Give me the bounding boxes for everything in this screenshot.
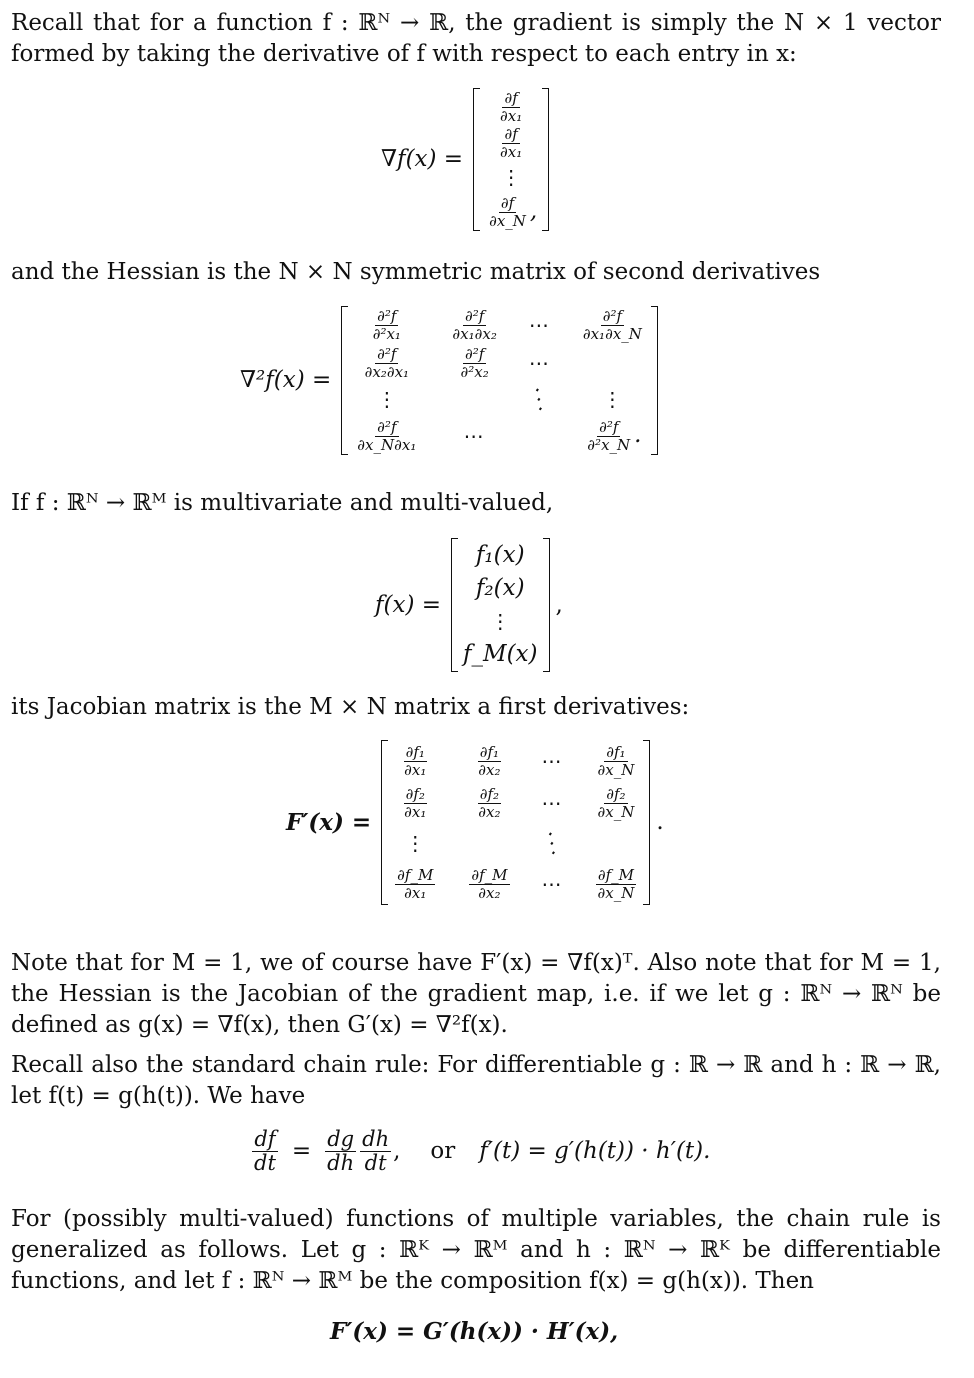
hessian-entry <box>583 419 641 453</box>
partial-derivative: $\frac{\text{∂f₂}}{\text{∂x₁}}$ <box>404 785 427 821</box>
partial-derivative: $\frac{\partial f}{\text{∂x₁}}$ <box>500 89 523 125</box>
hessian-entry <box>353 419 420 453</box>
multivalued-entry: f₂(x) <box>475 575 525 601</box>
partial-derivative: $\frac{\text{∂²f}}{\text{∂²x₁}}$ <box>372 307 401 343</box>
fraction-dg-dh: $\frac{dg}{dh}$ <box>327 1127 355 1176</box>
cell-suffix: , <box>529 198 538 224</box>
partial-derivative: $\frac{\text{∂f₂}}{\text{∂x₂}}$ <box>478 785 501 821</box>
gradient-equation <box>381 88 549 231</box>
hessian-entry <box>579 308 646 342</box>
ellipsis: ⋮ <box>405 831 426 855</box>
hessian-entry <box>369 308 405 342</box>
hessian-entry <box>377 384 397 415</box>
partial-derivative: $\frac{\text{∂²f}}{\text{∂x₁∂x₂}}$ <box>452 307 497 343</box>
ellipsis: ⋯ <box>541 871 564 896</box>
partial-derivative: $\frac{\text{∂²f}}{\text{∂x\_N∂x₁}}$ <box>357 418 417 454</box>
partial-derivative: $\frac{\text{∂²f}}{\text{∂²x\_N}}$ <box>587 418 631 454</box>
ellipsis: ⋮ <box>376 387 397 411</box>
paragraph-gradient-intro: Recall that for a function f : ℝᴺ → ℝ, the gradient is simply the N × 1 vector formed by taking the derivative of f with respect to each entry in x: <box>11 10 941 67</box>
multivalued-entry: f₁(x) <box>475 542 525 568</box>
hessian-entry <box>529 310 551 341</box>
gradient-entry <box>496 90 526 124</box>
general-chain-rule-equation <box>330 1316 618 1347</box>
jacobian-entry <box>542 746 564 777</box>
jacobian-matrix <box>381 740 650 905</box>
multivalued-lhs: f(x) = <box>375 591 442 618</box>
hessian-entry <box>524 383 556 415</box>
jacobian-entry <box>393 867 437 901</box>
ellipsis: ⋯ <box>528 312 551 337</box>
multivalued-entry: ⋮ <box>490 609 511 633</box>
fraction-df-dt: $\frac{df}{dt}$ <box>254 1127 276 1176</box>
hessian-lhs: ∇²f(x) = <box>240 367 332 393</box>
partial-derivative: $\frac{\text{∂²f}}{\text{∂x₁∂x\_N}}$ <box>582 307 642 343</box>
ellipsis: ⋮ <box>602 387 623 411</box>
multivalued-tail: , <box>555 591 563 618</box>
jacobian-tail: . <box>656 809 664 835</box>
multivalued-equation <box>375 538 563 672</box>
paragraph-hessian-intro: and the Hessian is the N × N symmetric matrix of second derivatives <box>11 259 821 285</box>
hessian-entry <box>529 348 551 379</box>
paragraph-jacobian-intro: its Jacobian matrix is the M × N matrix a first derivatives: <box>11 694 690 720</box>
hessian-matrix <box>341 306 658 455</box>
jacobian-entry <box>537 827 569 859</box>
gradient-vector <box>473 88 549 231</box>
ellipsis: ⋱ <box>524 383 556 415</box>
multivalued-entry: f_M(x) <box>463 641 538 667</box>
ellipsis: ⋯ <box>528 350 551 375</box>
gradient-entry <box>501 162 521 193</box>
partial-derivative: $\frac{\text{∂²f}}{\text{∂x₂∂x₁}}$ <box>364 345 410 381</box>
partial-derivative: $\frac{\text{∂²f}}{\text{∂²x₂}}$ <box>460 345 489 381</box>
paragraph-chain-rule-intro: Recall also the standard chain rule: For differentiable g : ℝ → ℝ and h : ℝ → ℝ, let f(t) = g(h(t)). We have <box>11 1052 941 1109</box>
hessian-entry <box>456 346 492 380</box>
fraction-dh-dt: $\frac{dh}{dt}$ <box>362 1127 390 1176</box>
partial-derivative: $\frac{\partial f\_M}{\partial x\_N}$ <box>597 866 635 902</box>
ellipsis: ⋯ <box>541 748 564 773</box>
ellipsis: ⋯ <box>463 423 486 448</box>
hessian-equation <box>240 306 658 455</box>
chain-rule-equation <box>250 1128 710 1175</box>
paragraph-general-chain-rule: For (possibly multi-valued) functions of multiple variables, the chain rule is generalized as follows. Let g : ℝᴷ → ℝᴹ and h : ℝᴺ → ℝᴷ be differentiable functions, and let f : ℝᴺ → ℝᴹ be the composition f(x) = g(h(x)). Then <box>11 1206 941 1294</box>
hessian-entry <box>448 308 500 342</box>
jacobian-entry <box>400 744 430 778</box>
multivalued-vector <box>451 538 549 672</box>
chain-alt-form: f′(t) = g′(h(t)) · h′(t). <box>479 1138 711 1165</box>
jacobian-lhs: F′(x) = <box>286 809 372 836</box>
hessian-entry <box>361 346 413 380</box>
partial-derivative: $\frac{\partial f\_M}{\text{∂x₂}}$ <box>471 866 508 902</box>
partial-derivative: $\frac{\partial f}{\partial x\_N}$ <box>489 194 526 230</box>
gradient-entry <box>485 195 537 229</box>
ellipsis: ⋱ <box>537 827 569 859</box>
jacobian-entry <box>542 869 564 900</box>
paragraph-note: Note that for M = 1, we of course have F′(x) = ∇f(x)ᵀ. Also note that for M = 1, the Hessian is the Jacobian of the gradient map, i.e. if we let g : ℝᴺ → ℝᴺ be defined as g(x) = ∇f(x), then G′(x) = ∇²f(x). <box>11 950 941 1038</box>
general-chain-rule-formula: F′(x) = G′(h(x)) · H′(x), <box>330 1318 619 1345</box>
jacobian-entry <box>542 788 564 819</box>
paragraph-multivalued-intro: If f : ℝᴺ → ℝᴹ is multivariate and multi-valued, <box>11 490 554 516</box>
partial-derivative: $\frac{\text{∂f₁}}{\partial x\_N}$ <box>597 743 635 779</box>
partial-derivative: $\frac{\text{∂f₁}}{\text{∂x₂}}$ <box>478 743 501 779</box>
hessian-entry <box>464 421 486 452</box>
jacobian-equation <box>286 740 664 905</box>
cell-suffix: . <box>634 422 642 448</box>
hessian-entry <box>602 384 622 415</box>
jacobian-entry <box>474 786 504 820</box>
chain-or: or <box>430 1138 456 1165</box>
jacobian-entry <box>467 867 511 901</box>
jacobian-entry <box>594 786 639 820</box>
partial-derivative: $\frac{\text{∂f₂}}{\partial x\_N}$ <box>597 785 635 821</box>
chain-comma: , <box>393 1138 401 1165</box>
jacobian-entry <box>594 744 639 778</box>
jacobian-entry <box>405 828 425 859</box>
jacobian-entry <box>594 867 639 901</box>
ellipsis: ⋮ <box>501 165 522 189</box>
ellipsis: ⋯ <box>541 790 564 815</box>
partial-derivative: $\frac{\partial f\_M}{\text{∂x₁}}$ <box>397 866 434 902</box>
chain-equals: = <box>291 1138 312 1165</box>
jacobian-entry <box>400 786 430 820</box>
partial-derivative: $\frac{\text{∂f₁}}{\text{∂x₁}}$ <box>404 743 427 779</box>
partial-derivative: $\frac{\partial f}{\text{∂x₁}}$ <box>500 125 523 161</box>
gradient-lhs: ∇f(x) = <box>381 146 464 172</box>
jacobian-entry <box>474 744 504 778</box>
gradient-entry <box>496 126 526 160</box>
